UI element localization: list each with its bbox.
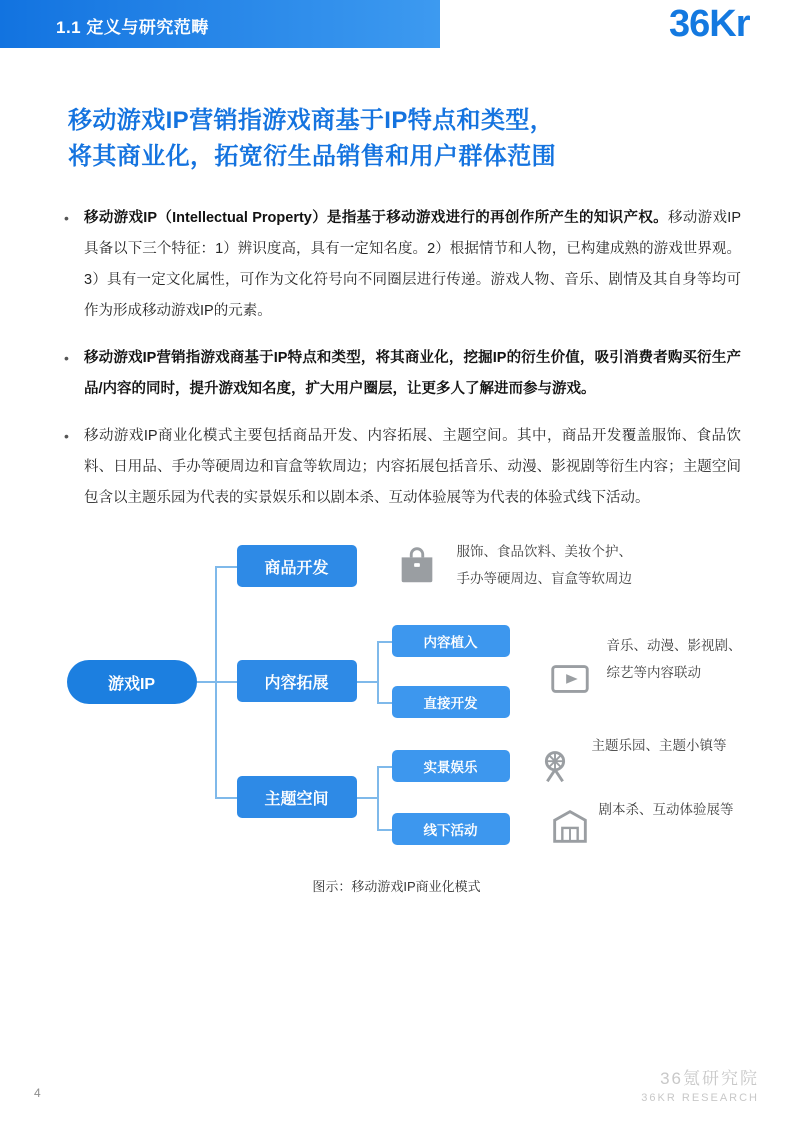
description-offline: 剧本杀、互动体验展等 [598,802,734,817]
page-title-line-2: 将其商业化，拓宽衍生品销售和用户群体范围 [68,143,556,170]
bullet-rest-text: 移动游戏IP具备以下三个特征：1）辨识度高，具有一定知名度。2）根据情节和人物，已构建成熟的游戏世界观。3）具有一定文化属性，可作为文化符号向不同圈层进行传递。游戏人物、音乐、剧情及其自身等均可作为形成移动游戏IP的元素。 [84,210,741,319]
bullet-list [62,203,741,514]
description-real: 主题乐园、主题小镇等 [591,738,727,753]
brand-logo [669,2,779,48]
connector-theme-split [377,766,379,829]
connector-embed [377,641,392,643]
logo-text: 36Kr [669,3,750,45]
diagram-node-real: 实景娱乐 [392,750,510,782]
watermark-en: 36KR RESEARCH [641,1092,759,1104]
list-item [62,421,741,514]
page-header [0,0,793,48]
diagram-node-direct: 直接开发 [392,686,510,718]
page-content [0,48,793,895]
diagram-node-goods: 商品开发 [237,545,357,587]
diagram-node-root: 游戏IP [67,660,197,704]
diagram-node-theme: 主题空间 [237,776,357,818]
bullet-body: 移动游戏IP商业化模式主要包括商品开发、内容拓展、主题空间。其中，商品开发覆盖服饰、食品饮料、日用品、手办等硬周边和盲盒等软周边；内容拓展包括音乐、动漫、影视剧等衍生内容；主题空间包含以主题乐园为代表的实景娱乐和以剧本杀、互动体验展等为代表的体验式线下活动。 [84,428,741,506]
bullet-marker: • [64,350,69,366]
connector-content-split [377,641,379,702]
connector-offline [377,829,392,831]
bullet-body [84,203,741,327]
connector-theme [215,797,237,799]
bullet-lead-text: 移动游戏IP（Intellectual Property）是指基于移动游戏进行的再创作所产生的知识产权。 [84,210,668,226]
diagram-node-embed: 内容植入 [392,625,510,657]
page-title-line-1: 移动游戏IP营销指游戏商基于IP特点和类型， [68,107,555,134]
bullet-body: 移动游戏IP营销指游戏商基于IP特点和类型，将其商业化，挖掘IP的衍生价值，吸引消费者购买衍生产品/内容的同时，提升游戏知名度，扩大用户圈层，让更多人了解进而参与游戏。 [84,350,741,397]
watermark-cn: 36氪研究院 [660,1069,759,1088]
ip-commercialization-diagram [47,530,747,870]
booth-icon [547,803,593,849]
watermark [641,1064,759,1104]
ferris-wheel-icon [532,742,578,788]
connector-direct [377,702,392,704]
description-goods: 服饰、食品饮料、美妆个护、手办等硬周边、盲盒等软周边 [456,544,632,586]
connector-content-out [357,681,377,683]
connector-theme-out [357,797,377,799]
page-title [68,103,733,175]
diagram-node-content: 内容拓展 [237,660,357,702]
tv-icon [547,655,593,701]
list-item [62,203,741,327]
connector-content [215,681,237,683]
page-number: 4 [34,1086,41,1100]
connector-real [377,766,392,768]
bullet-marker: • [64,210,69,226]
list-item [62,343,741,405]
section-title: 1.1 定义与研究范畴 [56,18,209,37]
bullet-marker: • [64,428,69,444]
connector-goods [215,566,237,568]
bag-icon [394,542,440,588]
diagram-node-offline: 线下活动 [392,813,510,845]
description-content: 音乐、动漫、影视剧、综艺等内容联动 [606,638,742,680]
diagram-caption: 图示：移动游戏IP商业化模式 [312,879,481,894]
